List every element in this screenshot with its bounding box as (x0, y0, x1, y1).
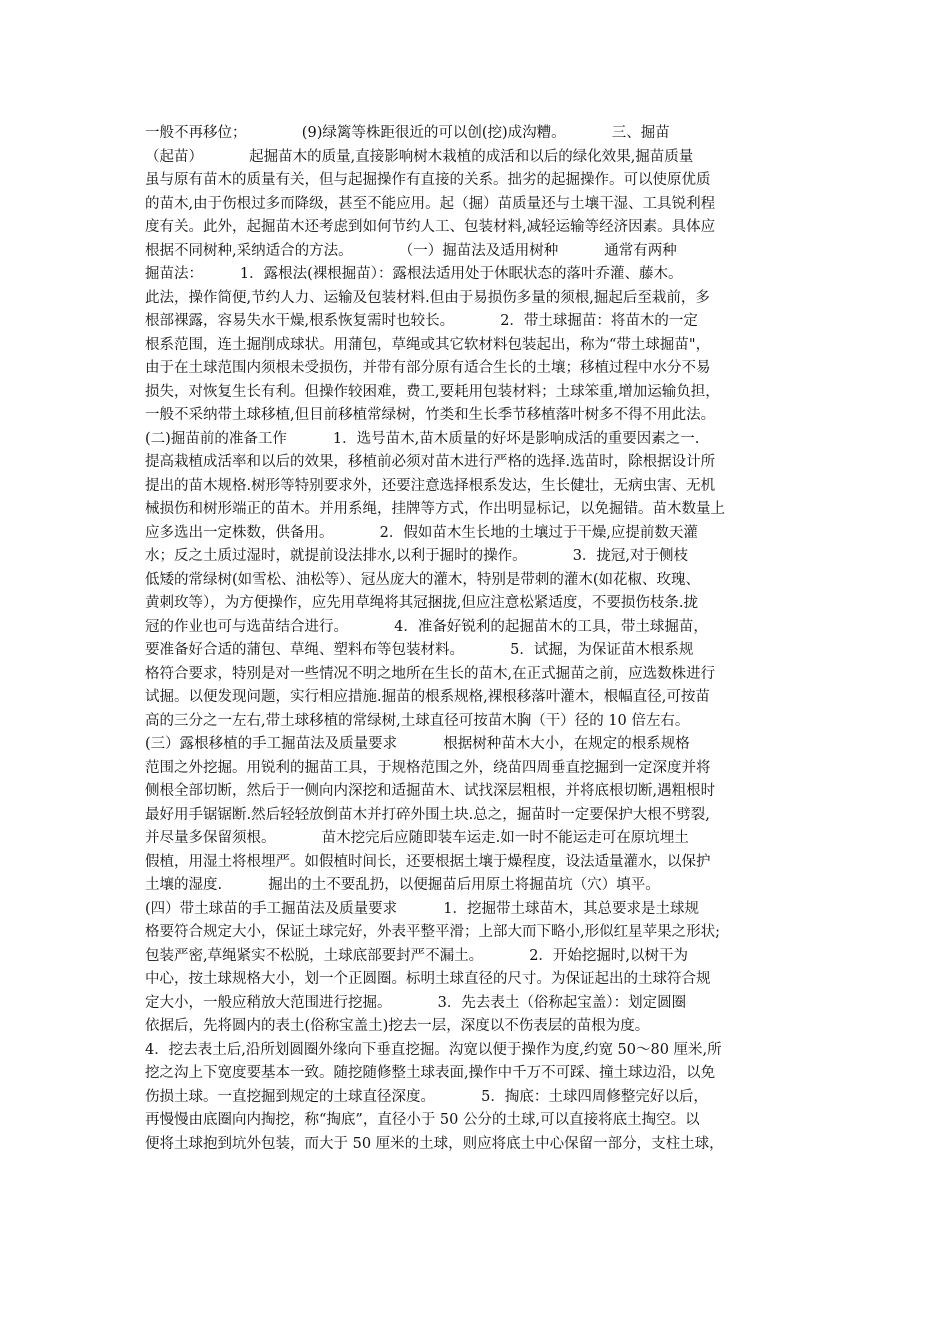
text-line: 此法，操作简便,节约人力、运输及包装材料.但由于易损伤多量的须根,掘起后至栽前，多 (145, 289, 710, 306)
text-line: 冠的作业也可与选苗结合进行。 4．准备好锐利的起掘苗木的工具，带土球掘苗， (145, 618, 708, 635)
text-line: 再慢慢由底圈向内掏挖，称“掏底”，直径小于 50 公分的土球,可以直接将底土掏空。以 (145, 1112, 700, 1128)
text-line: 的苗木,由于伤根过多而降级，甚至不能应用。起（掘）苗质量还与土壤干湿、工具锐利程 (145, 195, 716, 212)
text-line: 4．挖去表土后,沿所划圆圈外缘向下垂直挖掘。沟宽以便于操作为度,约宽 50～80 厘米,所 (145, 1041, 722, 1058)
text-line: 侧根全部切断，然后于一侧向内深挖和适掘苗木、试找深层粗根，并将底根切断,遇粗根时 (145, 783, 716, 799)
text-line: 低矮的常绿树(如雪松、油松等）、冠丛庞大的灌木，特别是带刺的灌木(如花椒、玫瑰、 (145, 571, 701, 588)
text-line: 掘苗法： 1．露根法(裸根掘苗）：露根法适用处于休眠状态的落叶乔灌、藤木。 (145, 266, 683, 282)
text-line: 最好用手锯锯断.然后轻轻放倒苗木并打碎外围土块.总之，掘苗时一定要保护大根不劈裂, (145, 806, 710, 823)
text-line: 黄刺玫等），为方便操作，应先用草绳将其冠捆拢,但应注意松紧适度，不要损伤枝条.拢 (145, 595, 698, 611)
text-line: 范围之外挖掘。用锐利的掘苗工具，于规格范围之外，绕苗四周垂直挖掘到一定深度并将 (145, 759, 711, 776)
text-line: 要准备好合适的蒲包、草绳、塑料布等包装材料。 5．试掘，为保证苗木根系规 (145, 642, 694, 658)
text-line: 假植，用湿土将根埋严。如假植时间长，还要根据土壤于燥程度，设法适量灌水，以保护 (145, 853, 711, 870)
text-line: 一般不再移位； (9)绿篱等株距很近的可以创(挖)成沟糟。 三、掘苗 (145, 125, 670, 141)
text-line: 土壤的湿度. 掘出的土不要乱扔，以便掘苗后用原土将掘苗坑（穴）填平。 (145, 877, 660, 893)
text-line: 械损伤和树形端正的苗木。并用系绳，挂牌等方式，作出明显标记，以免掘错。苗木数量上 (145, 501, 725, 517)
text-line: 挖之沟上下宽度要基本一致。随挖随修整土球表面,操作中千万不可踩、撞土球边沿，以免 (145, 1065, 716, 1081)
text-line: 高的三分之一左右,带土球移植的常绿树,土球直径可按苗木胸（干）径的 10 倍左右。 (145, 712, 690, 729)
text-line: 格符合要求，特别是对一些情况不明之地所在生长的苗木,在正式掘苗之前，应选数株进行 (145, 665, 716, 682)
text-line: （起苗） 起掘苗木的质量,直接影响树木栽植的成活和以后的绿化效果,掘苗质量 (145, 148, 694, 165)
text-line: 一般不采纳带土球移植,但目前移植常绿树，竹类和生长季节移植落叶树多不得不用此法。 (145, 407, 716, 423)
text-line: 虽与原有苗木的质量有关，但与起掘操作有直接的关系。拙劣的起掘操作。可以使原优质 (145, 172, 711, 188)
text-line: 应多选出一定株数，供备用。 2．假如苗木生长地的土壤过于干燥,应提前数天灌 (145, 524, 698, 541)
text-line: 试掘。以便发现问题，实行相应措施.掘苗的根系规格,裸根移落叶灌木，根幅直径,可按苗 (145, 689, 710, 705)
text-line: 定大小，一般应稍放大范围进行挖掘。 3．先去表土（俗称起宝盖）：划定圆圈 (145, 994, 687, 1011)
text-line: 便将土球抱到坑外包装，而大于 50 厘米的土球，则应将底土中心保留一部分，支柱土球， (145, 1135, 724, 1152)
body-text (145, 122, 817, 1156)
text-line: (二)掘苗前的准备工作 1．选号苗木,苗木质量的好坏是影响成活的重要因素之一. (145, 430, 700, 447)
text-line: 度有关。此外，起掘苗木还考虑到如何节约人工、包装材料,减轻运输等经济因素。具体应 (145, 219, 716, 235)
text-line: (四）带土球苗的手工掘苗法及质量要求 1．挖掘带土球苗木，其总要求是土球规 (145, 900, 699, 917)
text-line: 提出的苗木规格.树形等特别要求外，还要注意选择根系发达，生长健壮，无病虫害、无机 (145, 477, 716, 494)
text-line: (三）露根移植的手工掘苗法及质量要求 根据树种苗木大小，在规定的根系规格 (145, 736, 690, 752)
text-line: 提高栽植成活率和以后的效果，移植前必须对苗木进行严格的选择.选苗时，除根据设计所 (145, 454, 716, 470)
text-line: 中心，按土球规格大小，划一个正圆圈。标明土球直径的尺寸。为保证起出的土球符合规 (145, 971, 711, 987)
text-line: 由于在土球范围内须根未受损伤，并带有部分原有适合生长的土壤；移植过程中水分不易 (145, 360, 711, 376)
text-line: 伤损土球。一直挖掘到规定的土球直径深度。 5．掏底：土球四周修整完好以后， (145, 1088, 708, 1105)
text-line: 格要符合规定大小，保证土球完好，外表平整平滑；上部大而下略小,形似红星苹果之形状; (145, 924, 720, 940)
text-line: 依据后，先将圆内的表土(俗称宝盖土)挖去一层，深度以不伤表层的苗根为度。 (145, 1018, 650, 1034)
text-line: 损失，对恢复生长有利。但操作较困难，费工,要耗用包装材料；土球笨重,增加运输负担， (145, 383, 720, 400)
text-line: 水；反之土质过湿时，就提前设法排水,以利于掘时的操作。 3．拢冠,对于侧枝 (145, 548, 689, 564)
text-line: 根系范围，连土掘削成球状。用蒲包，草绳或其它软材料包装起出，称为“带土球掘苗"， (145, 336, 711, 353)
text-line: 包装严密,草绳紧实不松脱，土球底部要封严不漏土。 2．开始挖掘时,以树干为 (145, 947, 689, 964)
text-line: 并尽量多保留须根。 苗木挖完后应随即装车运走.如一时不能运走可在原坑埋土 (145, 830, 689, 846)
text-line: 根部裸露，容易失水干燥,根系恢复需时也较长。 2．带土球掘苗：将苗木的一定 (145, 313, 698, 329)
text-line: 根据不同树种,采纳适合的方法。 （一）掘苗法及适用树种 通常有两种 (145, 242, 677, 259)
